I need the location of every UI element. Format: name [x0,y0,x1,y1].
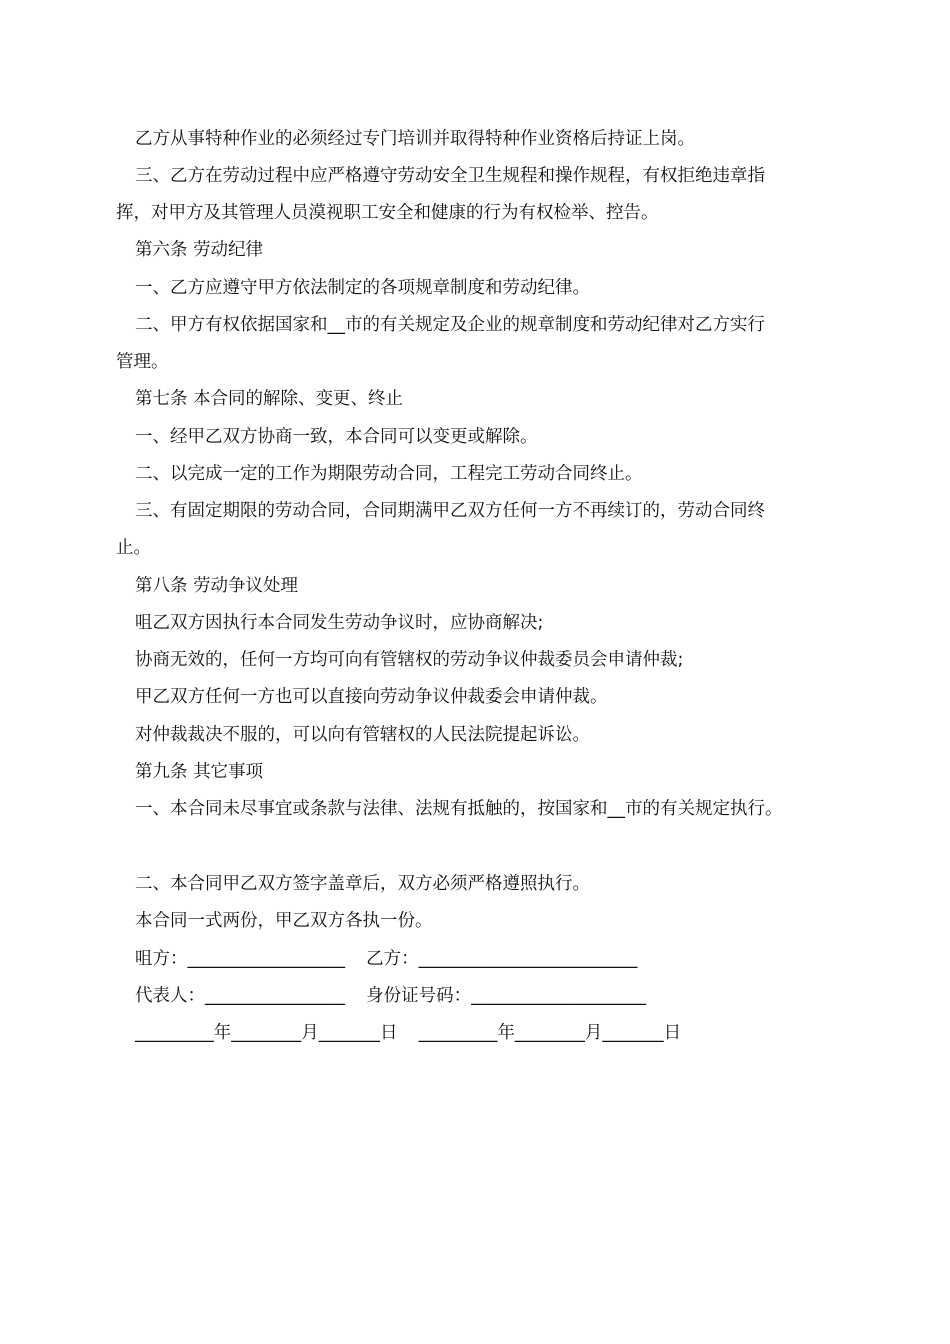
paragraph-line: 本合同一式两份，甲乙双方各执一份。 [135,911,433,931]
paragraph-line: 甲乙双方任何一方也可以直接向劳动争议仲裁委会申请仲裁。 [135,687,608,707]
paragraph-line: 三、有固定期限的劳动合同，合同期满甲乙双方任何一方不再续订的，劳动合同终 [135,501,765,521]
paragraph-line: 咀乙双方因执行本合同发生劳动争议时，应协商解决; [135,613,544,633]
section-heading-7: 第七条 本合同的解除、变更、终止 [135,389,404,409]
paragraph-line: 三、乙方在劳动过程中应严格遵守劳动安全卫生规程和操作规程，有权拒绝违章指 [135,166,765,186]
paragraph-line: 一、乙方应遵守甲方依法制定的各项规章制度和劳动纪律。 [135,278,590,298]
paragraph-line: 协商无效的，任何一方均可向有管辖权的劳动争议仲裁委员会申请仲裁; [135,650,684,670]
section-heading-6: 第六条 劳动纪律 [135,240,264,260]
section-heading-8: 第八条 劳动争议处理 [135,576,299,596]
paragraph-line: 对仲裁裁决不服的，可以向有管辖权的人民法院提起诉讼。 [135,725,590,745]
paragraph-line: 二、本合同甲乙双方签字盖章后，双方必须严格遵照执行。 [135,874,590,894]
signature-representative-row [135,985,646,1007]
paragraph-line: 二、甲方有权依据国家和__市的有关规定及企业的规章制度和劳动纪律对乙方实行 [135,315,765,335]
signature-party-row [135,948,637,970]
section-heading-9: 第九条 其它事项 [135,762,264,782]
paragraph-line: 止。 [116,538,151,558]
paragraph-line: 乙方从事特种作业的必须经过专门培训并取得特种作业资格后持证上岗。 [135,129,695,149]
paragraph-line: 管理。 [116,352,169,372]
signature-date-row [135,1022,681,1044]
paragraph-line: 挥，对甲方及其管理人员漠视职工安全和健康的行为有权检举、控告。 [116,203,659,223]
representative-signature: 代表人：________________ [135,986,345,1006]
paragraph-line: 一、经甲乙双方协商一致，本合同可以变更或解除。 [135,427,538,447]
paragraph-line: 二、以完成一定的工作为期限劳动合同，工程完工劳动合同终止。 [135,464,643,484]
id-number-field: 身份证号码：____________________ [366,986,647,1006]
paragraph-line: 一、本合同未尽事宜或条款与法律、法规有抵触的，按国家和__市的有关规定执行。 [135,799,783,819]
party-a-signature: 咀方：__________________ [135,949,345,969]
date-left: _________年________月_______日 [135,1023,398,1043]
party-b-signature: 乙方：_________________________ [366,949,638,969]
date-right: _________年________月_______日 [418,1023,682,1043]
